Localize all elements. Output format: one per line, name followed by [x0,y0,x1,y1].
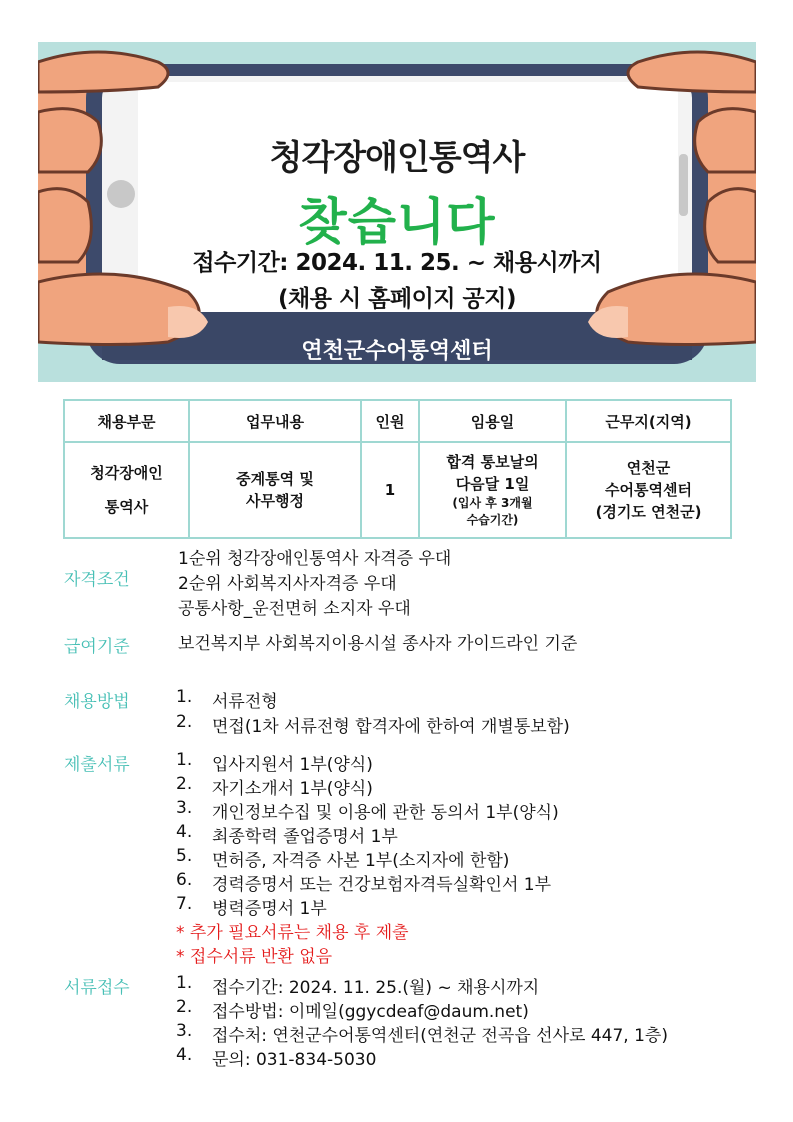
list-number: 5. [176,846,193,866]
cell-text: 중계통역 및 [236,470,314,488]
list-number: 1. [176,750,193,770]
table-header: 근무지(지역) [566,400,731,442]
section-label-submission: 서류접수 [64,978,130,998]
cell-text: 합격 통보날의 [446,453,539,471]
list-number: 2. [176,774,193,794]
list-item: 접수방법: 이메일(ggycdeaf@daum.net) [212,1002,529,1022]
cell-place [566,442,731,538]
table-header-row [64,400,731,442]
cell-duty [189,442,361,538]
cell-text: (경기도 연천군) [595,503,702,521]
cell-text: 통역사 [104,498,149,516]
list-number: 3. [176,798,193,818]
list-item: 서류전형 [212,692,278,712]
cell-count: 1 [361,442,419,538]
list-item: 자기소개서 1부(양식) [212,779,373,799]
table-header: 채용부문 [64,400,189,442]
cell-part [64,442,189,538]
list-number: 1. [176,687,193,707]
list-number: 1. [176,973,193,993]
section-label-documents: 제출서류 [64,755,130,775]
banner-title: 청각장애인통역사 [269,138,525,178]
list-item: 병력증명서 1부 [212,899,327,919]
list-number: 4. [176,822,193,842]
list-item: 문의: 031-834-5030 [212,1050,377,1070]
qualification-line: 공통사항_운전면허 소지자 우대 [178,599,411,619]
list-item: 면허증, 자격증 사본 1부(소지자에 한함) [212,851,510,871]
documents-note: * 추가 필요서류는 채용 후 제출 [176,923,409,943]
recruitment-table [63,399,732,539]
banner [38,42,756,382]
list-number: 3. [176,1021,193,1041]
table-header: 인원 [361,400,419,442]
cell-text: 수어통역센터 [605,481,692,499]
cell-date [419,442,566,538]
section-label-salary: 급여기준 [64,637,130,657]
qualification-line: 1순위 청각장애인통역사 자격증 우대 [178,549,452,569]
cell-note: (입사 후 3개월 [452,496,533,510]
banner-headline: 찾습니다 [298,193,496,251]
list-number: 4. [176,1045,193,1065]
table-header: 임용일 [419,400,566,442]
list-number: 2. [176,712,193,732]
list-number: 2. [176,997,193,1017]
list-item: 면접(1차 서류전형 합격자에 한하여 개별통보함) [212,717,570,737]
list-item: 접수처: 연천군수어통역센터(연천군 전곡읍 선사로 447, 1층) [212,1026,668,1046]
documents-note: * 접수서류 반환 없음 [176,947,333,967]
banner-notice: (채용 시 홈페이지 공지) [277,286,516,312]
qualification-line: 2순위 사회복지사자격증 우대 [178,574,397,594]
cell-text: 연천군 [626,459,671,477]
list-item: 경력증명서 또는 건강보험자격득실확인서 1부 [212,875,552,895]
cell-text: 다음달 1일 [455,475,530,493]
list-item: 개인정보수집 및 이용에 관한 동의서 1부(양식) [212,803,559,823]
salary-text: 보건복지부 사회복지이용시설 종사자 가이드라인 기준 [178,634,578,654]
table-row [64,442,731,538]
list-number: 6. [176,870,193,890]
section-label-qualification: 자격조건 [64,570,130,590]
list-item: 입사지원서 1부(양식) [212,755,373,775]
list-item: 최종학력 졸업증명서 1부 [212,827,398,847]
cell-text: 청각장애인 [90,464,163,482]
list-number: 7. [176,894,193,914]
list-item: 접수기간: 2024. 11. 25.(월) ~ 채용시까지 [212,978,540,998]
banner-center: 연천군수어통역센터 [301,339,493,364]
table-header: 업무내용 [189,400,361,442]
cell-text: 사무행정 [246,492,304,510]
banner-period: 접수기간: 2024. 11. 25. ~ 채용시까지 [192,250,602,276]
cell-note: 수습기간) [466,513,519,527]
section-label-method: 채용방법 [64,692,130,712]
